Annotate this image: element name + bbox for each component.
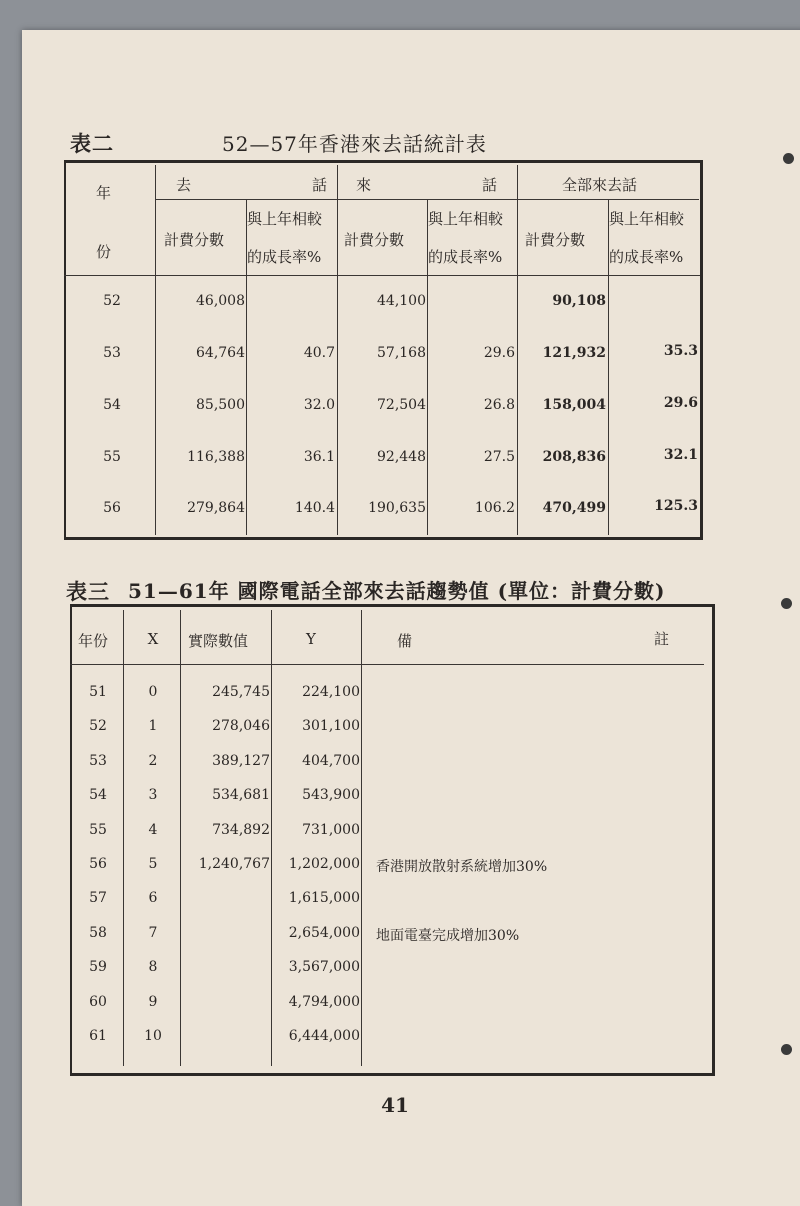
- table2-cell-total-minutes: 470,499: [542, 500, 606, 516]
- table2-cell-incoming-growth: 27.5: [483, 449, 515, 465]
- table2-cell-incoming-growth: 26.8: [483, 397, 515, 413]
- table3-cell-year: 60: [89, 993, 107, 1010]
- table3-label: 表三: [66, 579, 110, 604]
- table3-cell-year: 59: [89, 959, 107, 976]
- table2-header-year-bottom: 份: [96, 243, 112, 261]
- table2-cell-total-growth: 32.1: [663, 447, 698, 463]
- table3-cell-year: 53: [89, 752, 107, 769]
- table2-header-incoming-growth-line2: 的成長率%: [428, 248, 503, 266]
- table3-cell-x: 5: [148, 856, 158, 872]
- table2-header-incoming-growth-line1: 與上年相較: [428, 210, 504, 228]
- table3-cell-y: 1,615,000: [288, 890, 360, 907]
- table3-cell-y: 543,900: [302, 787, 360, 804]
- table3-cell-x: 9: [148, 993, 158, 1010]
- table2-cell-incoming-minutes: 72,504: [377, 397, 426, 413]
- table2-cell-year: 55: [103, 449, 121, 465]
- table3-cell-year: 54: [89, 787, 107, 804]
- table3-cell-year: 55: [89, 821, 107, 838]
- table2-header-incoming-minutes: 計費分數: [344, 231, 405, 249]
- table3-cell-x: 8: [148, 959, 158, 976]
- table2-header-year-top: 年: [96, 184, 112, 202]
- table3-cell-year: 58: [89, 924, 107, 941]
- binder-hole-middle: [781, 598, 792, 609]
- table3-cell-y: 731,000: [302, 821, 360, 838]
- table2-label: 表二: [70, 131, 114, 156]
- binder-hole-top: [783, 153, 794, 164]
- table2-header-outgoing-right: 話: [312, 176, 328, 194]
- table2-cell-incoming-growth: 106.2: [474, 500, 515, 516]
- table3-cell-y: 1,202,000: [288, 856, 360, 872]
- table3-cell-actual: 734,892: [212, 821, 270, 838]
- table3-cell-year: 56: [89, 856, 107, 872]
- table2-cell-outgoing-minutes: 279,864: [187, 500, 245, 516]
- table3-cell-x: 0: [148, 684, 158, 700]
- table2-header-total-minutes: 計費分數: [525, 231, 586, 249]
- table3-cell-x: 6: [148, 890, 158, 907]
- table2-cell-outgoing-minutes: 116,388: [187, 449, 245, 465]
- table3-cell-x: 2: [148, 752, 158, 769]
- table3-cell-year: 51: [89, 684, 107, 700]
- table3-header-remarks-left: 備: [397, 632, 413, 650]
- table3-cell-actual: 389,127: [212, 752, 270, 769]
- table2-header-outgoing-growth-line2: 的成長率%: [247, 248, 322, 266]
- table2-cell-year: 56: [103, 500, 121, 516]
- table3-column-rule: [180, 610, 181, 1066]
- table3-cell-x: 10: [144, 1028, 162, 1044]
- table2-cell-outgoing-minutes: 64,764: [196, 345, 245, 361]
- table2-cell-total-growth: 125.3: [654, 498, 698, 514]
- table2-header-rule: [155, 199, 699, 200]
- table2-cell-outgoing-minutes: 46,008: [196, 293, 245, 309]
- table2-column-rule: [517, 165, 518, 535]
- table3-header-x: X: [147, 630, 159, 648]
- table3-cell-x: 3: [148, 787, 158, 804]
- table2-header-incoming-left: 來: [356, 176, 372, 194]
- table2-cell-incoming-minutes: 57,168: [377, 345, 426, 361]
- table3-cell-y: 6,444,000: [288, 1028, 360, 1044]
- table2-cell-outgoing-growth: 40.7: [303, 345, 335, 361]
- table2-cell-total-minutes: 158,004: [542, 397, 606, 413]
- table2-cell-year: 54: [103, 397, 121, 413]
- table2-cell-incoming-minutes: 190,635: [368, 500, 426, 516]
- table2-header-outgoing-minutes: 計費分數: [164, 231, 225, 249]
- table3-cell-actual: 278,046: [212, 718, 270, 735]
- table2-cell-total-growth: 29.6: [663, 395, 698, 411]
- page-number: 41: [381, 1093, 409, 1117]
- table2-cell-outgoing-growth: 32.0: [303, 397, 335, 413]
- table2-header-total-growth-line2: 的成長率%: [609, 248, 684, 266]
- table2-header-incoming-right: 話: [482, 176, 498, 194]
- table2-cell-total-minutes: 90,108: [552, 293, 606, 309]
- table2-cell-incoming-minutes: 92,448: [377, 449, 426, 465]
- table2-cell-incoming-growth: 29.6: [483, 345, 515, 361]
- table3-cell-actual: 534,681: [212, 787, 270, 804]
- table3-header-y: Y: [306, 630, 316, 648]
- table2-header-total-growth-line1: 與上年相較: [609, 210, 685, 228]
- table2-cell-outgoing-growth: 140.4: [294, 500, 335, 516]
- table3-cell-y: 2,654,000: [288, 924, 360, 941]
- table3-cell-x: 1: [148, 718, 158, 735]
- table3-cell-y: 404,700: [302, 752, 360, 769]
- table3-cell-y: 301,100: [302, 718, 360, 735]
- table2-title: 52—57年香港來去話統計表: [222, 132, 487, 156]
- table3-cell-actual: 1,240,767: [198, 856, 270, 872]
- table2-cell-outgoing-minutes: 85,500: [196, 397, 245, 413]
- table2-column-rule: [337, 165, 338, 535]
- table2-cell-total-growth: 35.3: [663, 343, 698, 359]
- table3-column-rule: [361, 610, 362, 1066]
- table2-cell-total-minutes: 208,836: [542, 449, 606, 465]
- table2-header-outgoing-growth-line1: 與上年相較: [247, 210, 323, 228]
- table2-header-bottom-rule: [64, 275, 700, 276]
- table3-title: 51—61年 國際電話全部來去話趨勢值 (單位：計費分數): [128, 579, 666, 603]
- table2-header-total: 全部來去話: [562, 176, 638, 194]
- table3-header-remarks-right: 註: [654, 630, 670, 648]
- table2-cell-outgoing-growth: 36.1: [303, 449, 335, 465]
- table2-column-rule: [155, 165, 156, 535]
- binder-hole-bottom: [781, 1044, 792, 1055]
- table2-cell-year: 52: [103, 293, 121, 309]
- table3-header-year: 年份: [78, 632, 109, 650]
- table3-cell-y: 3,567,000: [288, 959, 360, 976]
- table3-cell-y: 224,100: [302, 684, 360, 700]
- table3-cell-actual: 245,745: [212, 684, 270, 700]
- table3-cell-note: 地面電臺完成增加30%: [376, 927, 520, 944]
- table2-cell-total-minutes: 121,932: [542, 345, 606, 361]
- table3-cell-y: 4,794,000: [288, 993, 360, 1010]
- table3-cell-x: 7: [148, 924, 158, 941]
- table3-column-rule: [123, 610, 124, 1066]
- table3-cell-year: 61: [89, 1028, 107, 1044]
- table3-cell-year: 57: [89, 890, 107, 907]
- table2-cell-incoming-minutes: 44,100: [377, 293, 426, 309]
- table3-cell-year: 52: [89, 718, 107, 735]
- table3-header-actual: 實際數值: [188, 632, 249, 650]
- table2-header-outgoing-left: 去: [176, 176, 192, 194]
- table2-cell-year: 53: [103, 345, 121, 361]
- table3-cell-note: 香港開放散射系統增加30%: [376, 859, 548, 875]
- table3-cell-x: 4: [148, 821, 158, 838]
- table3-header-rule: [70, 664, 704, 665]
